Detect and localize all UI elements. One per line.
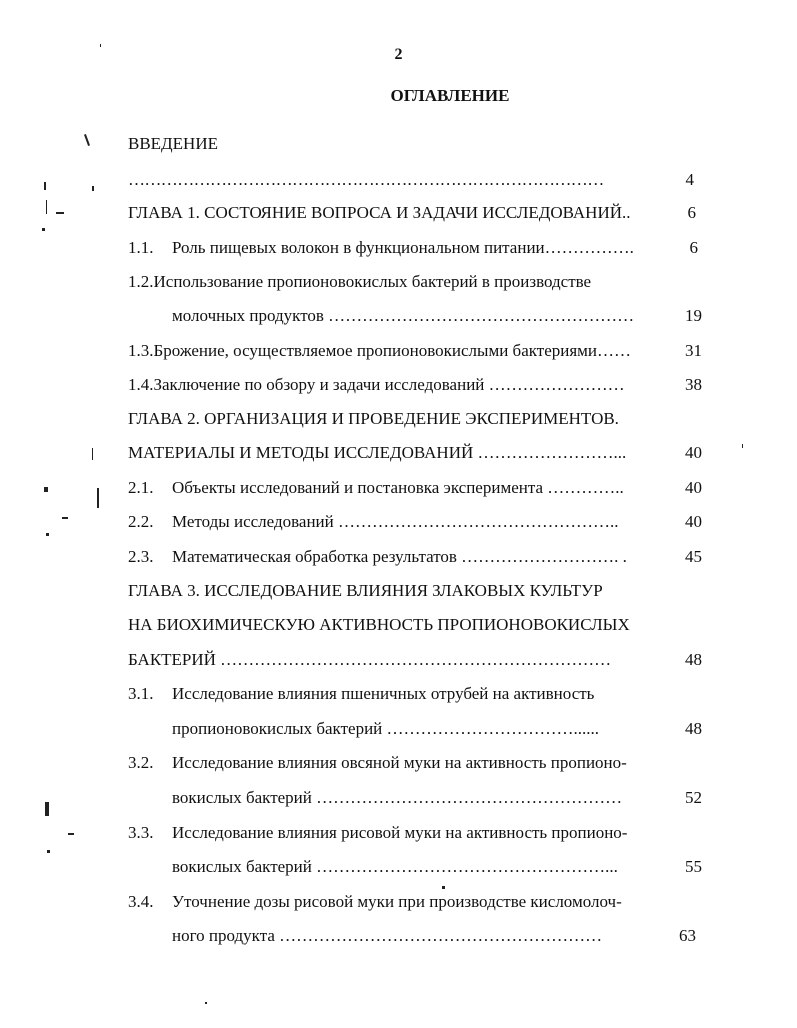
toc-entry-1-1-title: Роль пищевых волокон в функциональном питании……………. xyxy=(172,238,634,257)
toc-entry-2-1-page: 40 xyxy=(685,478,702,497)
toc-entry-2-3-title: Математическая обработка результатов ………………………. . xyxy=(172,547,627,566)
toc-entry-intro-title: ВВЕДЕНИЕ xyxy=(128,134,218,153)
scan-speck xyxy=(68,833,74,835)
toc-entry-3-2-title-cont: вокислых бактерий ……………………………………………… xyxy=(172,788,623,807)
toc-entry-1-4-title: 1.4.Заключение по обзору и задачи исследований …………………… xyxy=(128,375,625,394)
toc-entry-chapter-2-cont: МАТЕРИАЛЫ И МЕТОДЫ ИССЛЕДОВАНИЙ ……………………... xyxy=(128,443,627,462)
scan-speck xyxy=(742,444,743,448)
toc-entry-3-3-number: 3.3. xyxy=(128,823,154,842)
scan-speck xyxy=(56,212,64,214)
toc-entry-2-3-page: 45 xyxy=(685,547,702,566)
scan-speck xyxy=(44,487,48,492)
toc-entry-2-1-number: 2.1. xyxy=(128,478,154,497)
scan-speck xyxy=(205,1002,207,1004)
scan-speck xyxy=(44,182,46,190)
toc-entry-chapter-2-page: 40 xyxy=(685,443,702,462)
scan-speck xyxy=(46,533,49,536)
scan-speck xyxy=(45,802,49,816)
scan-speck xyxy=(92,448,93,460)
scan-speck xyxy=(47,850,50,853)
toc-entry-chapter-1-page: 6 xyxy=(687,203,696,222)
toc-entry-3-4-number: 3.4. xyxy=(128,892,154,911)
page-number: 2 xyxy=(394,46,403,63)
toc-entry-chapter-3-cont-1: НА БИОХИМИЧЕСКУЮ АКТИВНОСТЬ ПРОПИОНОВОКИСЛЫХ xyxy=(128,615,630,634)
scan-speck xyxy=(84,134,90,146)
toc-entry-1-4-page: 38 xyxy=(685,375,702,394)
toc-entry-3-1-title-cont: пропионовокислых бактерий ……………………………...... xyxy=(172,719,600,738)
scan-speck xyxy=(42,228,45,231)
scan-speck xyxy=(97,488,99,508)
toc-entry-3-1-number: 3.1. xyxy=(128,684,154,703)
toc-entry-3-3-page: 55 xyxy=(685,857,702,876)
scan-speck xyxy=(92,186,94,191)
toc-entry-3-2-title: Исследование влияния овсяной муки на активность пропионо- xyxy=(172,753,627,772)
toc-entry-1-3-page: 31 xyxy=(685,341,702,360)
scan-speck xyxy=(100,44,101,47)
toc-entry-1-2-page: 19 xyxy=(685,306,702,325)
toc-entry-2-2-number: 2.2. xyxy=(128,512,154,531)
toc-entry-1-1-page: 6 xyxy=(689,238,698,257)
toc-entry-intro-leader: …………………………………………………………………………… xyxy=(128,170,604,189)
toc-entry-chapter-2: ГЛАВА 2. ОРГАНИЗАЦИЯ И ПРОВЕДЕНИЕ ЭКСПЕРИМЕНТОВ. xyxy=(128,409,619,428)
toc-entry-1-1-number: 1.1. xyxy=(128,238,154,257)
toc-entry-chapter-3: ГЛАВА 3. ИССЛЕДОВАНИЕ ВЛИЯНИЯ ЗЛАКОВЫХ КУЛЬТУР xyxy=(128,581,603,600)
scan-speck xyxy=(46,200,47,214)
toc-entry-3-4-page: 63 xyxy=(679,926,696,945)
toc-entry-3-4-title-cont: ного продукта ………………………………………………… xyxy=(172,926,603,945)
toc-entry-2-3-number: 2.3. xyxy=(128,547,154,566)
scan-speck xyxy=(62,517,68,519)
page-title: ОГЛАВЛЕНИЕ xyxy=(390,86,510,105)
toc-entry-1-3-title: 1.3.Брожение, осуществляемое пропионовокислыми бактериями…… xyxy=(128,341,632,360)
toc-entry-3-3-title-cont: вокислых бактерий ……………………………………………... xyxy=(172,857,618,876)
toc-entry-3-3-title: Исследование влияния рисовой муки на активность пропионо- xyxy=(172,823,628,842)
toc-entry-chapter-3-cont-2: БАКТЕРИЙ …………………………………………………………… xyxy=(128,650,612,669)
toc-entry-3-4-title: Уточнение дозы рисовой муки при производстве кисломолоч- xyxy=(172,892,622,911)
toc-entry-1-2-title-cont: молочных продуктов ……………………………………………… xyxy=(172,306,635,325)
toc-entry-intro-page: 4 xyxy=(685,170,694,189)
toc-entry-2-2-title: Методы исследований ………………………………………….. xyxy=(172,512,619,531)
toc-entry-3-2-number: 3.2. xyxy=(128,753,154,772)
toc-entry-chapter-1: ГЛАВА 1. СОСТОЯНИЕ ВОПРОСА И ЗАДАЧИ ИССЛЕДОВАНИЙ.. xyxy=(128,203,631,222)
toc-entry-3-1-title: Исследование влияния пшеничных отрубей на активность xyxy=(172,684,595,703)
toc-entry-2-2-page: 40 xyxy=(685,512,702,531)
toc-entry-2-1-title: Объекты исследований и постановка эксперимента ………….. xyxy=(172,478,624,497)
scan-speck xyxy=(442,886,445,889)
toc-entry-3-2-page: 52 xyxy=(685,788,702,807)
toc-entry-1-2-title: 1.2.Использование пропионовокислых бактерий в производстве xyxy=(128,272,592,291)
toc-entry-chapter-3-page: 48 xyxy=(685,650,702,669)
toc-entry-3-1-page: 48 xyxy=(685,719,702,738)
